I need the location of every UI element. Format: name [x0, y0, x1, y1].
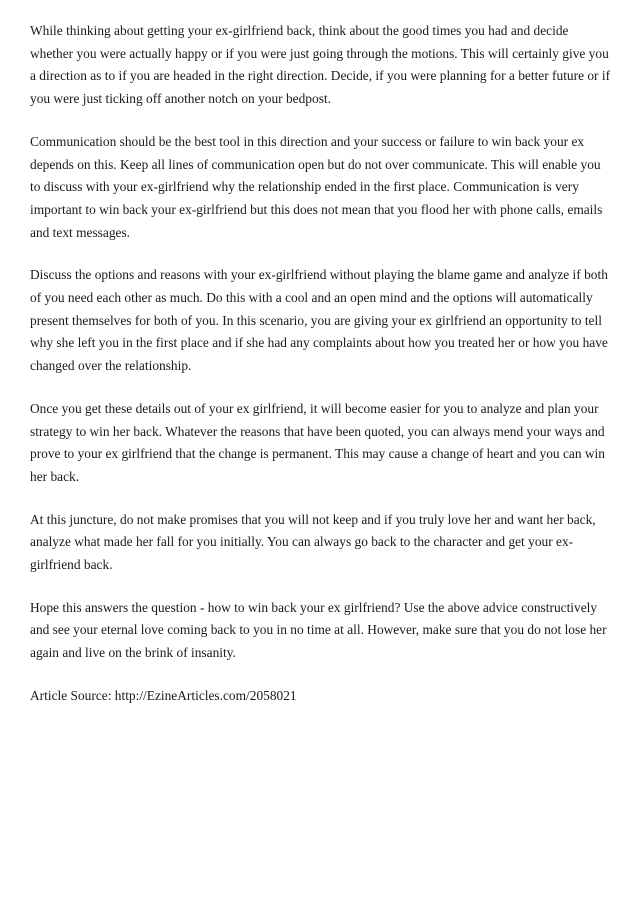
- paragraph-discuss-options: Discuss the options and reasons with your ex-girlfriend without playing the blame game and analyze if both of you need each other as much. Do this with a cool and an open mind and the options will automatically present themselves for both of you. In this scenario, you are giving your ex girlfriend an opportunity to tell why she left you in the first place and if she had any complaints about how you treated her or how you have changed over the relationship.: [30, 267, 608, 374]
- paragraph-good-times: While thinking about getting your ex-girlfriend back, think about the good times you had and decide whether you were actually happy or if you were just going through the motions. This will certainly give you a direction as to if you are headed in the right direction. Decide, if you were planning for a better future or if you were just ticking off another notch on your bedpost.: [30, 23, 611, 107]
- paragraph-promises: At this juncture, do not make promises that you will not keep and if you truly love her and want her back, analyze what made her fall for you initially. You can always go back to the character and get your ex-girlfriend back.: [30, 511, 596, 573]
- paragraph-communication: Communication should be the best tool in this direction and your success or failure to win back your ex depends on this. Keep all lines of communication open but do not over communicate. This will enable you to discuss with your ex-girlfriend why the relationship ended in the first place. Communication is very important to win back your ex-girlfriend but this does not mean that you flood her with phone calls, emails and text messages.: [30, 133, 603, 240]
- paragraph-strategy: Once you get these details out of your ex girlfriend, it will become easier for you to analyze and plan your strategy to win her back. Whatever the reasons that have been quoted, you can always mend your ways and prove to your ex girlfriend that the change is permanent. This may cause a change of heart and you can win her back.: [30, 400, 605, 484]
- article-source: Article Source: http://EzineArticles.com/2058021: [30, 687, 297, 703]
- document-page: [30, 20, 612, 708]
- paragraph-conclusion: Hope this answers the question - how to win back your ex girlfriend? Use the above advice constructively and see your eternal love coming back to you in no time at all. However, make sure that you do not lose her again and live on the brink of insanity.: [30, 599, 607, 661]
